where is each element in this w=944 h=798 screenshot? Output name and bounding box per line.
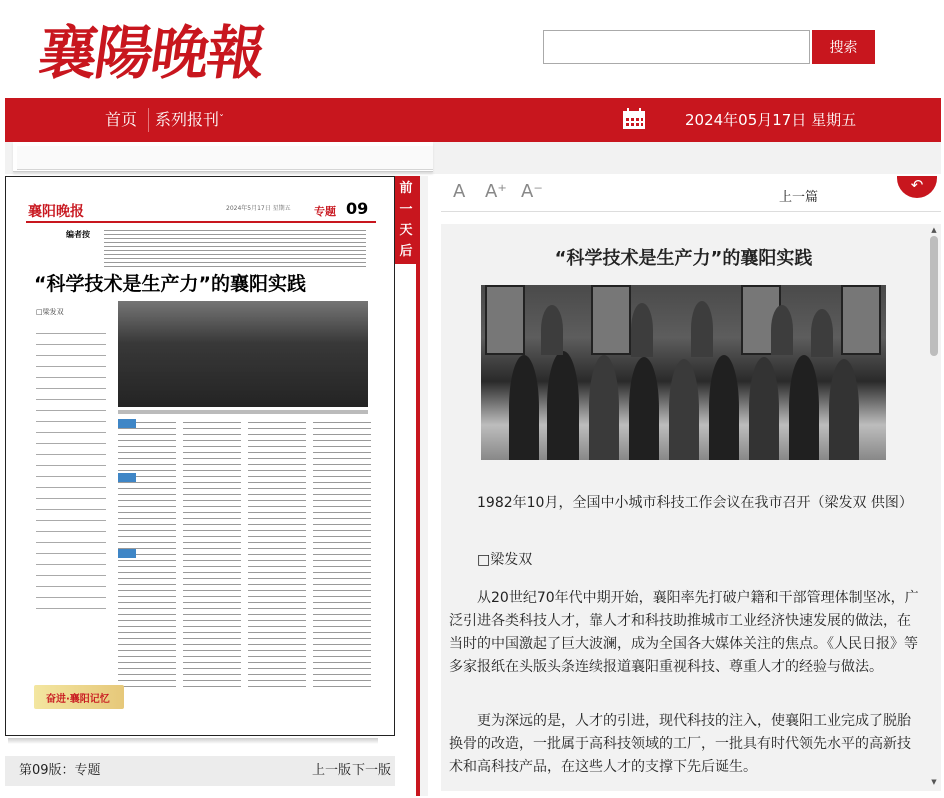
preview-rule bbox=[26, 221, 376, 223]
day-nav-char: 天 bbox=[399, 223, 413, 238]
font-decrease-button[interactable]: A⁻ bbox=[521, 181, 543, 202]
nav-series-dropdown[interactable] bbox=[155, 98, 224, 142]
main-nav bbox=[5, 98, 941, 142]
prev-article-link[interactable]: 上一篇 bbox=[779, 190, 819, 205]
photo-person bbox=[709, 355, 739, 460]
photo-person bbox=[691, 301, 713, 357]
photo-person bbox=[541, 305, 563, 355]
article-toolbar bbox=[441, 176, 941, 212]
photo-window bbox=[841, 285, 881, 355]
photo-person bbox=[629, 357, 659, 460]
scroll-down-icon[interactable]: ▼ bbox=[931, 778, 937, 786]
paper-stack-strip bbox=[5, 142, 941, 174]
photo-person bbox=[631, 303, 653, 357]
preview-marker bbox=[118, 473, 136, 482]
photo-person bbox=[669, 359, 699, 460]
edition-label: 第09版：专题 bbox=[19, 763, 101, 778]
nav-home[interactable]: 首页 bbox=[105, 110, 138, 129]
preview-column-text bbox=[248, 417, 306, 687]
preview-lead-text bbox=[104, 227, 366, 267]
preview-author: □梁发双 bbox=[36, 308, 64, 316]
font-increase-button[interactable]: A⁺ bbox=[485, 181, 507, 202]
page-shadow bbox=[8, 738, 378, 744]
chevron-down-icon: ˇ bbox=[219, 114, 225, 125]
day-nav-char: 一 bbox=[399, 265, 413, 280]
preview-headline[interactable]: “科学技术是生产力”的襄阳实践 bbox=[34, 273, 306, 295]
day-nav-char: 后 bbox=[399, 244, 413, 259]
day-nav-char: 前 bbox=[399, 181, 413, 196]
photo-person bbox=[509, 355, 539, 460]
font-reset-button[interactable]: A bbox=[453, 181, 466, 202]
prev-edition-link[interactable]: 上一版 bbox=[312, 763, 352, 778]
nav-series-label: 系列报刊 bbox=[155, 110, 220, 129]
photo-person bbox=[749, 357, 779, 460]
article-photo[interactable] bbox=[481, 285, 886, 460]
preview-section: 专题 bbox=[314, 205, 336, 218]
current-date: 2024年05月17日 星期五 bbox=[685, 111, 857, 129]
newspaper-page-preview[interactable] bbox=[5, 176, 395, 736]
search-input[interactable] bbox=[543, 30, 810, 64]
article-reader bbox=[441, 224, 941, 791]
preview-page-number: 09 bbox=[346, 199, 369, 218]
return-arrow-icon[interactable]: ↶ bbox=[897, 176, 937, 198]
article-scrollbar[interactable] bbox=[929, 226, 939, 789]
nav-divider bbox=[148, 108, 149, 132]
article-paragraph: 更为深远的是，人才的引进，现代科技的注入，使襄阳工业完成了脱胎换骨的改造，一批属于高科技领域的工厂，一批具有时代领先水平的高新技术和高科技产品，在这些人才的支撑下先后诞生。 bbox=[449, 713, 911, 775]
search-button[interactable]: 搜索 bbox=[812, 30, 875, 64]
preview-column-text bbox=[36, 323, 106, 613]
preview-marker bbox=[118, 549, 136, 558]
photo-person bbox=[811, 309, 833, 357]
scrollbar-thumb[interactable] bbox=[930, 236, 938, 356]
article-author: □梁发双 bbox=[477, 552, 533, 568]
scroll-up-icon[interactable]: ▲ bbox=[931, 226, 937, 234]
photo-person bbox=[771, 305, 793, 355]
photo-person bbox=[789, 355, 819, 460]
preview-logo: 襄阳晚报 bbox=[28, 204, 84, 220]
photo-person bbox=[589, 355, 619, 460]
preview-editor-tag: 编者按 bbox=[66, 230, 90, 239]
site-logo[interactable]: 襄陽晚報 bbox=[34, 19, 269, 87]
next-edition-link[interactable]: 下一版 bbox=[352, 763, 392, 778]
article-paragraph: 从20世纪70年代中期开始，襄阳率先打破户籍和干部管理体制坚冰，广泛引进各类科技人才，靠人才和科技助推城市工业经济快速发展的做法，在当时的中国激起了巨大波澜，成为全国各大媒体关注的焦点。《人民日报》等多家报纸在头版头条连续报道襄阳重视科技、尊重人才的经验与做法。 bbox=[449, 590, 919, 675]
photo-person bbox=[829, 359, 859, 460]
photo-window bbox=[485, 285, 525, 355]
preview-marker bbox=[118, 419, 136, 428]
day-nav-char: 天 bbox=[399, 286, 413, 301]
photo-person bbox=[547, 351, 579, 460]
preview-column-text bbox=[313, 417, 371, 687]
page-footer bbox=[5, 756, 395, 786]
photo-caption: 1982年10月，全国中小城市科技工作会议在我市召开（梁发双 供图） bbox=[477, 495, 913, 511]
preview-photo[interactable] bbox=[118, 301, 368, 407]
calendar-icon[interactable] bbox=[622, 108, 646, 130]
article-title: “科学技术是生产力”的襄阳实践 bbox=[554, 248, 813, 269]
day-nav-chars bbox=[395, 176, 417, 304]
preview-caption bbox=[118, 410, 368, 414]
preview-badge-label: 奋进·襄阳记忆 bbox=[46, 694, 110, 705]
day-navigation-tab[interactable] bbox=[395, 176, 417, 301]
preview-info: 2024年5月17日 星期五 bbox=[226, 205, 291, 212]
preview-column-text bbox=[183, 417, 241, 687]
photo-window bbox=[591, 285, 631, 355]
page-edge bbox=[416, 176, 428, 796]
day-nav-char: 一 bbox=[399, 202, 413, 217]
header bbox=[0, 0, 944, 98]
preview-badge bbox=[34, 685, 124, 709]
paper-stack-layer bbox=[17, 146, 433, 170]
